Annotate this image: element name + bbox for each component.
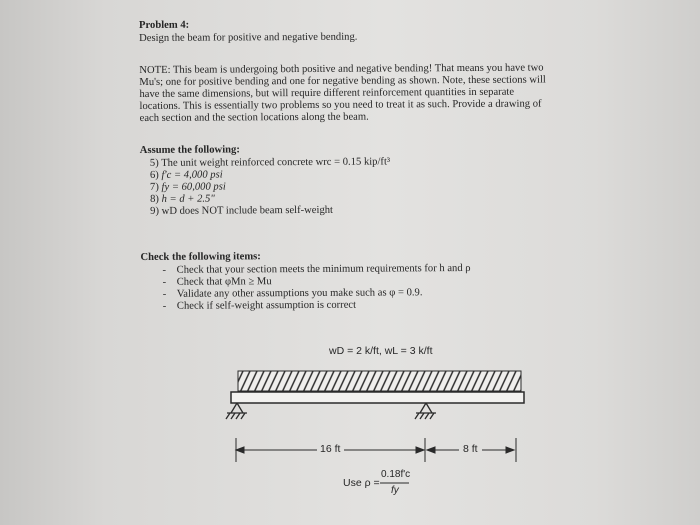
- item-text: h = d + 2.5": [161, 193, 215, 205]
- item-text: wD does NOT include beam self-weight: [161, 204, 334, 217]
- item-text: Check that your section meets the minimum requirements for h and ρ: [176, 262, 471, 276]
- note-line-3: have the same dimensions, but will require different reinforcement quantities in separate: [139, 86, 515, 100]
- middle-support-icon: [415, 403, 436, 419]
- item-number: 7): [149, 181, 159, 193]
- problem-title: Problem 4:: [139, 19, 190, 31]
- note-line-4: locations. This is essentially two problems so you need to treat it as such. Provide a drawing of: [139, 98, 542, 112]
- item-number: 8): [150, 193, 159, 205]
- item-text: f'c = 4,000 psi: [161, 169, 223, 181]
- note-line-1: NOTE: This beam is undergoing both positive and negative bending! That means you have two: [139, 62, 544, 76]
- check-item: - Check if self-weight assumption is correct: [162, 299, 357, 312]
- assume-heading: Assume the following:: [139, 144, 240, 156]
- rho-denominator: fy: [391, 485, 399, 496]
- item-text: fy = 60,000 psi: [161, 181, 226, 193]
- check-item: - Check that your section meets the minimum requirements for h and ρ: [162, 262, 471, 276]
- span-overhang-label: 8 ft: [463, 443, 478, 455]
- check-item: - Validate any other assumptions you make such as φ = 0.9.: [162, 287, 423, 300]
- beam: [231, 392, 524, 403]
- rho-numerator: 0.18f'c: [381, 469, 411, 480]
- check-heading: Check the following items:: [140, 251, 261, 263]
- load-label: wD = 2 k/ft, wL = 3 k/ft: [329, 345, 433, 357]
- note-line-2: Mu's; one for positive bending and one for negative bending as shown. Note, these sections will: [139, 74, 546, 88]
- item-text: Check that φMn ≥ Mu: [176, 276, 272, 288]
- item-number: 6): [149, 169, 159, 181]
- distributed-load-hatch: [238, 371, 521, 391]
- item-text: Check if self-weight assumption is correct: [176, 299, 357, 312]
- check-item: - Check that φMn ≥ Mu: [162, 276, 272, 288]
- left-support-icon: [226, 403, 247, 419]
- note-line-5: each section and the section locations along the beam.: [139, 111, 369, 124]
- item-text: The unit weight reinforced concrete wrc = 0.15 kip/ft³: [161, 156, 391, 169]
- item-number: 5): [149, 157, 159, 169]
- rho-prefix: Use ρ =: [343, 477, 380, 489]
- span-main-label: 16 ft: [320, 443, 341, 455]
- item-text: Validate any other assumptions you make such as φ = 0.9.: [176, 287, 423, 300]
- item-number: 9): [150, 205, 160, 217]
- problem-subtitle: Design the beam for positive and negative bending.: [139, 31, 358, 44]
